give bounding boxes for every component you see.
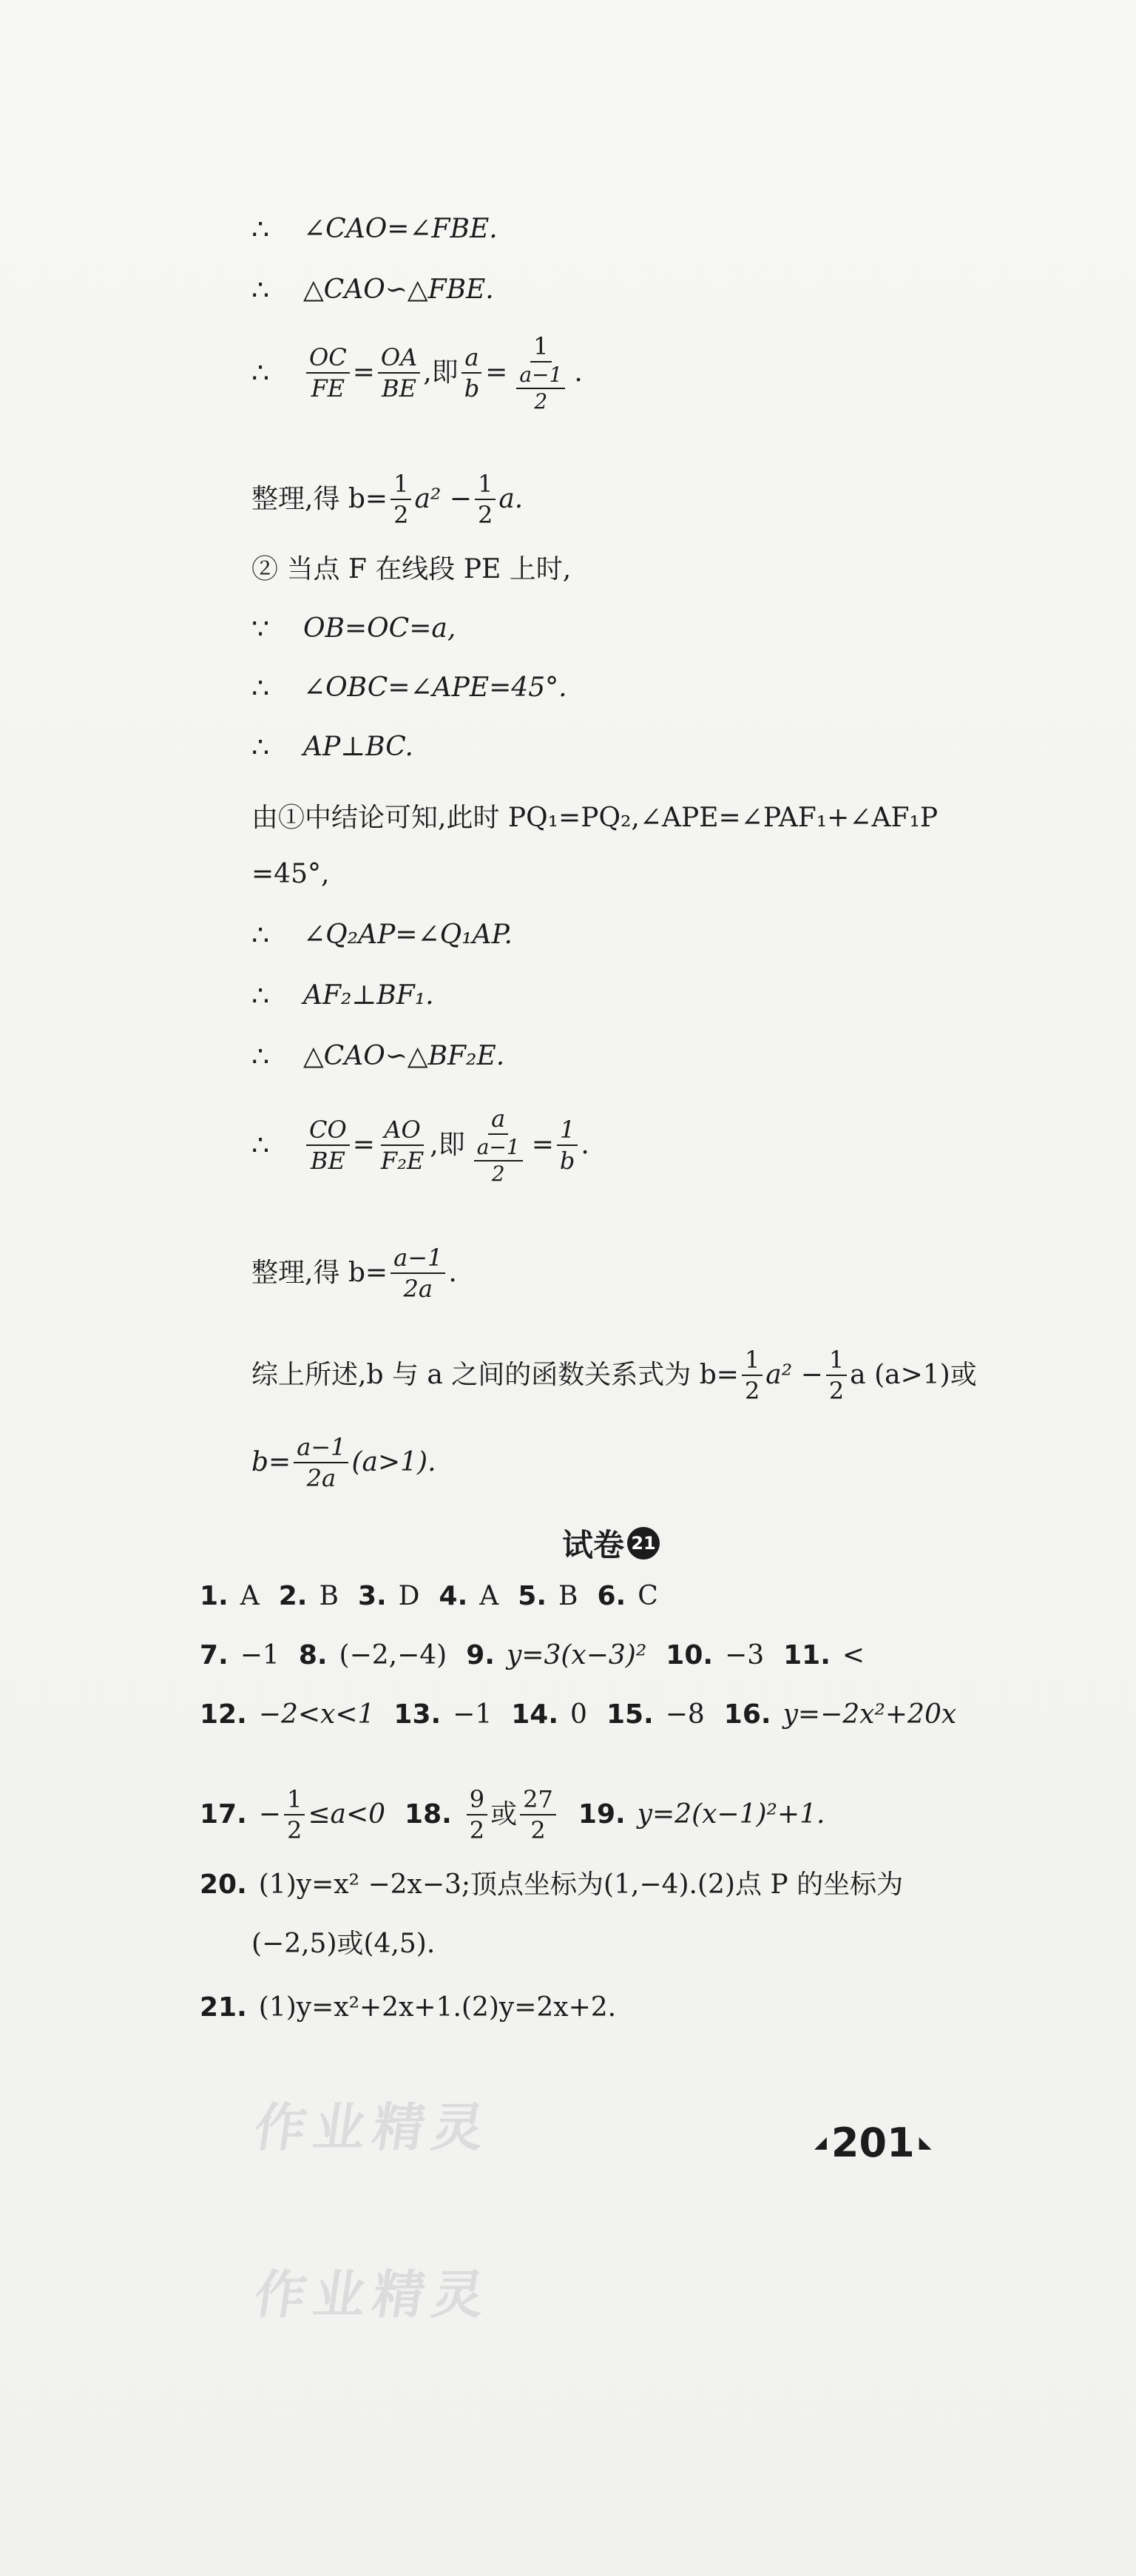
- numerator: a−1: [516, 363, 565, 389]
- text: 整理,得 b=: [251, 484, 388, 514]
- numerator: AO: [381, 1115, 423, 1146]
- numerator: 1: [284, 1784, 305, 1815]
- fraction: [284, 1784, 305, 1845]
- answer: −: [258, 1799, 281, 1830]
- answer: B: [558, 1581, 578, 1611]
- q-num: 10.: [666, 1640, 714, 1670]
- fraction: [510, 331, 571, 414]
- q-num: 9.: [466, 1640, 495, 1670]
- denominator: 2: [828, 1377, 845, 1405]
- answer: (1)y=x²+2x+1.(2)y=2x+2.: [258, 1992, 617, 2023]
- section-title-text: 试卷: [562, 1527, 625, 1563]
- answer: <: [842, 1640, 865, 1670]
- text: ,即: [423, 357, 459, 388]
- numerator: 1: [530, 331, 551, 363]
- line-7: [251, 670, 567, 706]
- watermark: 作业精灵: [250, 2265, 496, 2325]
- answer: −2<x<1: [258, 1699, 375, 1730]
- answer: B: [319, 1581, 339, 1611]
- line-4: [251, 469, 523, 530]
- because-symbol: ∵: [251, 613, 270, 645]
- answer: −3: [725, 1640, 765, 1670]
- therefore-symbol: ∴: [251, 731, 270, 763]
- denominator: 2: [534, 389, 548, 414]
- fraction: [306, 343, 350, 403]
- text: AF₂⊥BF₁.: [303, 980, 434, 1011]
- text: △CAO∽△BF₂E.: [303, 1041, 505, 1071]
- answer-row-2: [200, 1638, 865, 1673]
- left-corner-icon: ◢: [814, 2134, 827, 2152]
- text: b=: [251, 1447, 291, 1477]
- therefore-symbol: ∴: [251, 919, 270, 951]
- line-17: [251, 1432, 436, 1493]
- numerator: 1: [742, 1345, 763, 1376]
- therefore-symbol: ∴: [251, 357, 270, 389]
- answer: A: [479, 1581, 499, 1611]
- fraction: [557, 1115, 578, 1176]
- fraction: [294, 1432, 348, 1493]
- text: a² −: [414, 484, 472, 514]
- denominator: 2: [530, 1816, 546, 1844]
- line-11: [251, 917, 513, 953]
- answer: y=−2x²+20x: [782, 1699, 957, 1730]
- denominator: F₂E: [380, 1147, 425, 1175]
- q-num: 12.: [200, 1699, 247, 1730]
- answer: −8: [665, 1699, 705, 1730]
- line-13: [251, 1039, 504, 1074]
- q-num: 4.: [439, 1581, 468, 1611]
- q-num: 6.: [597, 1581, 626, 1611]
- line-8: [251, 729, 413, 765]
- line-9: [251, 800, 938, 836]
- fraction: [520, 1784, 556, 1845]
- q-num: 13.: [393, 1699, 442, 1730]
- fraction: [378, 343, 420, 403]
- answer-row-7: [200, 1990, 616, 2026]
- therefore-symbol: ∴: [251, 274, 270, 306]
- fraction: [390, 1243, 445, 1304]
- q-num: 7.: [200, 1640, 229, 1670]
- numerator: a−1: [390, 1243, 445, 1274]
- denominator: [468, 1135, 529, 1187]
- q-num: 18.: [405, 1799, 452, 1830]
- fraction: [467, 1784, 487, 1845]
- fraction: [462, 343, 482, 403]
- denominator: b: [559, 1147, 575, 1175]
- q-num: 1.: [200, 1581, 229, 1611]
- line-12: [251, 978, 434, 1014]
- denominator: b: [464, 374, 480, 402]
- numerator: a: [462, 343, 481, 374]
- text: 由①中结论可知,此时 PQ₁=PQ₂,∠APE=∠PAF₁+∠AF₁P: [251, 803, 939, 833]
- q-num: 16.: [723, 1699, 771, 1730]
- numerator: OC: [306, 343, 350, 374]
- watermark: 作业精灵: [250, 2097, 496, 2158]
- denominator: 2: [469, 1816, 485, 1844]
- q-num: 11.: [783, 1640, 831, 1670]
- q-num: 14.: [511, 1699, 559, 1730]
- numerator: 9: [467, 1784, 487, 1815]
- text: a (a>1)或: [850, 1360, 977, 1390]
- therefore-symbol: ∴: [251, 1040, 270, 1073]
- fraction: [826, 1345, 847, 1406]
- denominator: 2: [491, 1161, 505, 1186]
- q-num: 8.: [298, 1640, 328, 1670]
- answer-row-1: [200, 1579, 658, 1614]
- answer: C: [638, 1581, 658, 1611]
- line-5: [251, 552, 571, 587]
- answer: −1: [453, 1699, 493, 1730]
- answer: y=2(x−1)²+1.: [637, 1799, 825, 1830]
- denominator: 2: [286, 1816, 302, 1844]
- page-number-text: 201: [831, 2120, 915, 2166]
- text: 整理,得 b=: [251, 1258, 388, 1288]
- fraction: [475, 469, 496, 530]
- answer: ≤a<0: [308, 1799, 386, 1830]
- text: a² −: [765, 1360, 823, 1390]
- text: AP⊥BC.: [303, 732, 413, 762]
- denominator: [510, 363, 571, 414]
- numerator: OA: [378, 343, 420, 374]
- text: OB=OC=a,: [303, 613, 456, 644]
- q-num: 3.: [357, 1581, 387, 1611]
- numerator: 1: [557, 1115, 578, 1146]
- text: ② 当点 F 在线段 PE 上时,: [251, 554, 572, 584]
- fraction: [516, 363, 565, 414]
- q-num: 20.: [200, 1869, 247, 1900]
- fraction: [306, 1115, 350, 1176]
- numerator: 1: [475, 469, 496, 500]
- numerator: 27: [520, 1784, 556, 1815]
- numerator: 1: [826, 1345, 847, 1376]
- denominator: 2a: [306, 1464, 337, 1492]
- answer-row-5: [200, 1867, 903, 1903]
- line-6: [251, 611, 456, 647]
- therefore-symbol: ∴: [251, 1129, 270, 1161]
- answer: y=3(x−3)²: [506, 1640, 647, 1670]
- right-corner-icon: ◣: [919, 2134, 932, 2152]
- section-title: [562, 1521, 660, 1565]
- therefore-symbol: ∴: [251, 980, 270, 1012]
- answer-row-3: [200, 1697, 956, 1733]
- text: ∠Q₂AP=∠Q₁AP.: [303, 920, 513, 950]
- answer: (1)y=x² −2x−3;顶点坐标为(1,−4).(2)点 P 的坐标为: [258, 1869, 904, 1900]
- denominator: 2: [477, 501, 493, 529]
- text: a.: [498, 484, 524, 514]
- text: (a>1).: [351, 1447, 436, 1477]
- therefore-symbol: ∴: [251, 672, 270, 704]
- section-number-badge: 21: [627, 1527, 660, 1560]
- answer: 0: [570, 1699, 587, 1730]
- answer: A: [240, 1581, 260, 1611]
- denominator: 2: [393, 501, 409, 529]
- text: △CAO∽△FBE.: [303, 274, 494, 305]
- text: =45°,: [251, 859, 330, 889]
- denominator: 2: [744, 1377, 760, 1405]
- numerator: a−1: [294, 1432, 348, 1463]
- numerator: a: [488, 1104, 508, 1135]
- text: ,即: [430, 1130, 465, 1160]
- numerator: 1: [390, 469, 411, 500]
- fraction: [390, 469, 411, 530]
- q-num: 21.: [200, 1992, 247, 2023]
- answer: (−2,5)或(4,5).: [251, 1929, 436, 1959]
- denominator: FE: [311, 374, 345, 402]
- text: ∠OBC=∠APE=45°.: [303, 672, 567, 703]
- answer: 或: [490, 1799, 518, 1830]
- numerator: CO: [306, 1115, 350, 1146]
- answer: −1: [240, 1640, 280, 1670]
- line-15: 整理,得 b= $\frac{a-1}{2a}$ .: [251, 1244, 457, 1303]
- q-num: 19.: [578, 1799, 626, 1830]
- answer: (−2,−4): [339, 1640, 447, 1670]
- answer-row-6: [251, 1926, 435, 1962]
- line-10: [251, 857, 329, 892]
- q-num: 5.: [518, 1581, 547, 1611]
- q-num: 15.: [606, 1699, 654, 1730]
- line-2: [251, 272, 494, 308]
- line-3: ∴ $\frac{OC}{FE}$ = $\frac{OA}{BE}$ ,即 $\frac{a}{b}$ = $\frac{1}{\frac{a-1}{2}}$ .: [251, 332, 583, 414]
- line-1: [251, 212, 498, 247]
- answer: D: [398, 1581, 420, 1611]
- fraction: [468, 1104, 529, 1187]
- fraction: [474, 1135, 523, 1187]
- answer-row-4: [200, 1784, 825, 1845]
- denominator: 2a: [403, 1275, 433, 1303]
- denominator: BE: [382, 374, 416, 402]
- fraction: [378, 1115, 427, 1176]
- page-number: [810, 2120, 936, 2166]
- text: 综上所述,b 与 a 之间的函数关系式为 b=: [251, 1360, 739, 1390]
- fraction: [742, 1345, 763, 1406]
- q-num: 17.: [200, 1799, 247, 1830]
- numerator: a−1: [474, 1135, 523, 1161]
- q-num: 2.: [278, 1581, 308, 1611]
- text: ∠CAO=∠FBE.: [303, 214, 498, 244]
- line-14: ∴ $\frac{CO}{BE}$ = $\frac{AO}{\text{F₂E}}$ ,即 $\frac{a}{\frac{a-1}{2}}$ = $\frac{1}{b}$ .: [251, 1105, 589, 1186]
- line-16: [251, 1345, 977, 1406]
- denominator: BE: [310, 1147, 345, 1175]
- therefore-symbol: ∴: [251, 213, 270, 246]
